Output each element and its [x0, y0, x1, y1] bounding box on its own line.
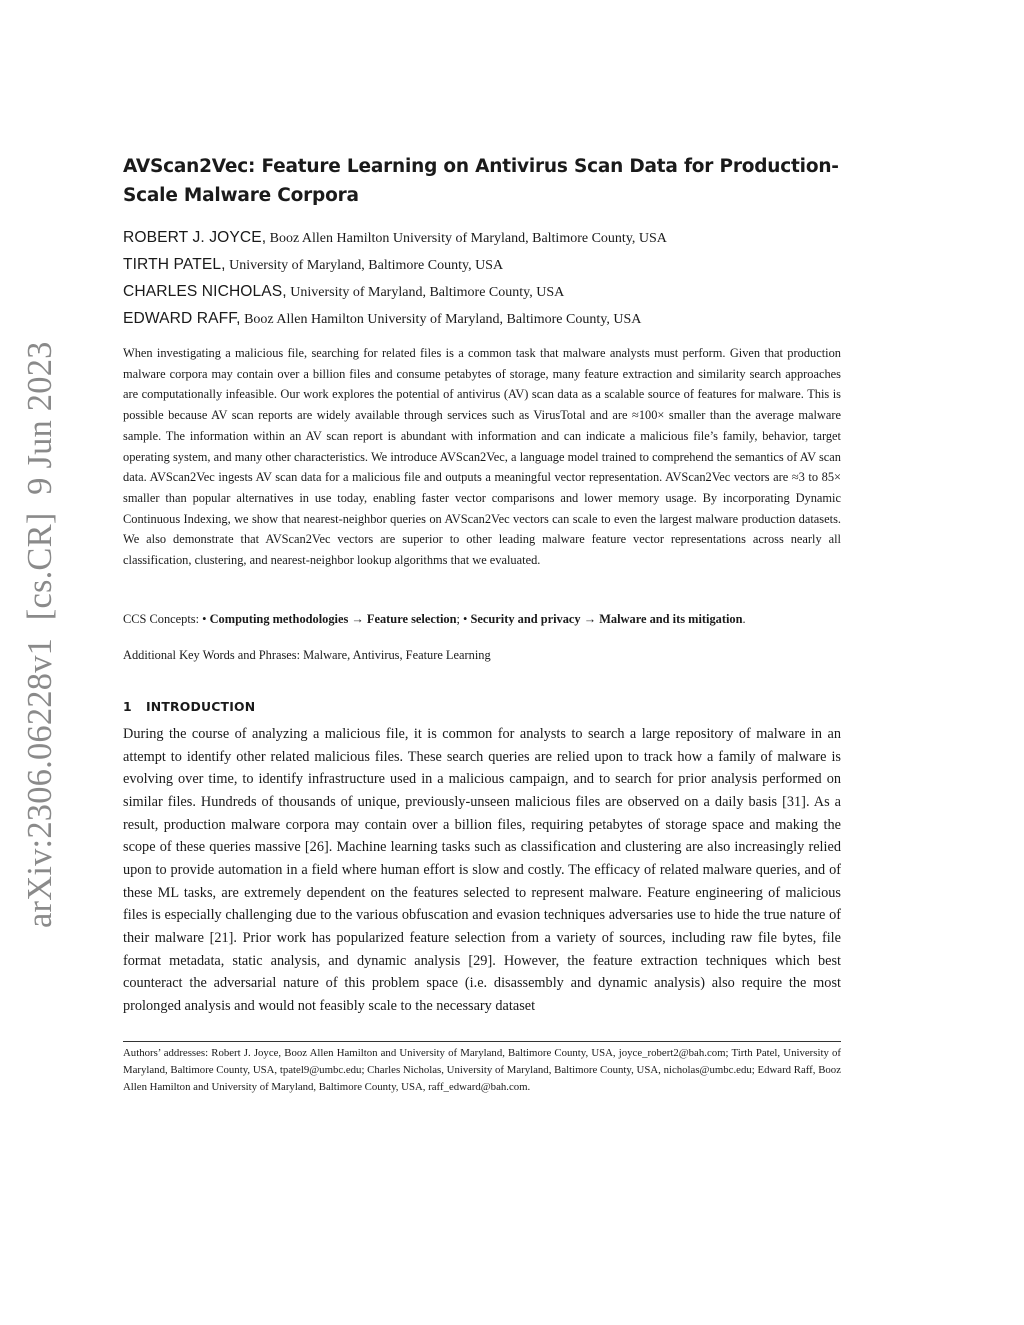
section-number: 1	[123, 699, 132, 714]
keywords: Additional Key Words and Phrases: Malware, Antivirus, Feature Learning	[123, 648, 491, 662]
abstract: When investigating a malicious file, searching for related files is a common task that malware analysts must perform. Given that production malware corpora may contain over a billion files and consume petabytes of storage, many feature extraction and similarity search approaches are computationally infeasible. Our work explores the potential of antivirus (AV) scan data as a scalable source of features for malware. This is possible because AV scan reports are widely available through services such as VirusTotal and are ≈100× smaller than the average malware sample. The information within an AV scan report is abundant with information and can indicate a malicious file’s family, behavior, target operating system, and many other characteristics. We introduce AVScan2Vec, a language model trained to comprehend the semantics of AV scan data. AVScan2Vec ingests AV scan data for a malicious file and outputs a meaningful vector representation. AVScan2Vec vectors are ≈3 to 85× smaller than popular alternatives in use today, enabling faster vector comparisons and lower memory usage. By incorporating Dynamic Continuous Indexing, we show that nearest-neighbor queries on AVScan2Vec vectors can scale to even the largest malware production datasets. We also demonstrate that AVScan2Vec vectors are superior to other leading malware feature vector representations across nearly all classification, clustering, and nearest-neighbor lookup algorithms that we evaluated.	[123, 346, 841, 568]
paper-title: AVScan2Vec: Feature Learning on Antivirus Scan Data for Production-Scale Malware Corpora	[123, 156, 839, 206]
authors-addresses-footnote: Authors’ addresses: Robert J. Joyce, Booz Allen Hamilton and University of Maryland, Baltimore County, USA, joyce_robert2@bah.com; Tirth Patel, University of Maryland, Baltimore County, USA, tpatel9@umbc.edu; Charles Nicholas, University of Maryland, Baltimore County, USA, nicholas@umbc.edu; Edward Raff, Booz Allen Hamilton and University of Maryland, Baltimore County, USA, raff_edward@bah.com.	[123, 1047, 841, 1093]
ccs-concept-1-sub: Feature selection	[366, 612, 457, 626]
ccs-end: .	[742, 612, 746, 626]
arxiv-identifier-stamp: arXiv:2306.06228v1 [cs.CR] 9 Jun 2023	[21, 341, 59, 928]
author-name: CHARLES NICHOLAS,	[123, 283, 287, 300]
author-entry	[123, 309, 841, 336]
author-affiliation: University of Maryland, Baltimore County, USA	[286, 285, 565, 300]
author-entry	[123, 282, 841, 309]
ccs-arrow: →	[348, 612, 367, 626]
author-affiliation: Booz Allen Hamilton University of Maryland, Baltimore County, USA	[266, 231, 667, 246]
author-name: TIRTH PATEL,	[123, 256, 226, 273]
author-name: ROBERT J. JOYCE,	[123, 229, 267, 246]
introduction-paragraph: During the course of analyzing a malicious file, it is common for analysts to search a large repository of malware in an attempt to identify other related malicious files. These search queries are relied upon to track how a family of malware is evolving over time, to identify infrastructure used in a malicious campaign, and to search for prior analysis performed on similar files. Hundreds of thousands of unique, previously-unseen malicious files are observed on a daily basis [31]. As a result, production malware corpora may contain over a billion files, requiring petabytes of storage space and making the scope of these queries massive [26]. Machine learning tasks such as classification and clustering are also increasingly relied upon to provide automation in a field where human effort is slow and costly. The efficacy of related malware queries, and of these ML tasks, are extremely dependent on the features selected to represent malware. Feature engineering of malicious files is especially challenging due to the various obfuscation and evasion techniques adversaries use to hide the true nature of their malware [21]. Prior work has popularized feature selection from a variety of sources, including raw file bytes, file format metadata, static analysis, and dynamic analysis [29]. However, the feature extraction techniques which best counteract the adversarial nature of this problem space (i.e. disassembly and dynamic analysis) also require the most prolonged analysis and would not feasibly scale to the necessary dataset	[123, 726, 841, 1014]
ccs-concepts	[123, 610, 841, 628]
ccs-arrow: →	[580, 612, 600, 626]
author-affiliation: University of Maryland, Baltimore County, USA	[225, 258, 504, 273]
section-heading	[123, 698, 841, 716]
author-list	[123, 228, 841, 336]
author-entry	[123, 228, 841, 255]
ccs-separator: ; •	[456, 612, 471, 626]
ccs-prefix: CCS Concepts: •	[123, 612, 210, 626]
ccs-concept-1: Computing methodologies	[209, 612, 349, 626]
author-name: EDWARD RAFF,	[123, 310, 241, 327]
author-entry	[123, 255, 841, 282]
ccs-concept-2-sub: Malware and its mitigation	[599, 612, 743, 626]
section-title: INTRODUCTION	[146, 699, 256, 714]
author-affiliation: Booz Allen Hamilton University of Maryland, Baltimore County, USA	[240, 312, 642, 327]
footnote-divider	[123, 1041, 841, 1042]
ccs-concept-2: Security and privacy	[470, 612, 581, 626]
